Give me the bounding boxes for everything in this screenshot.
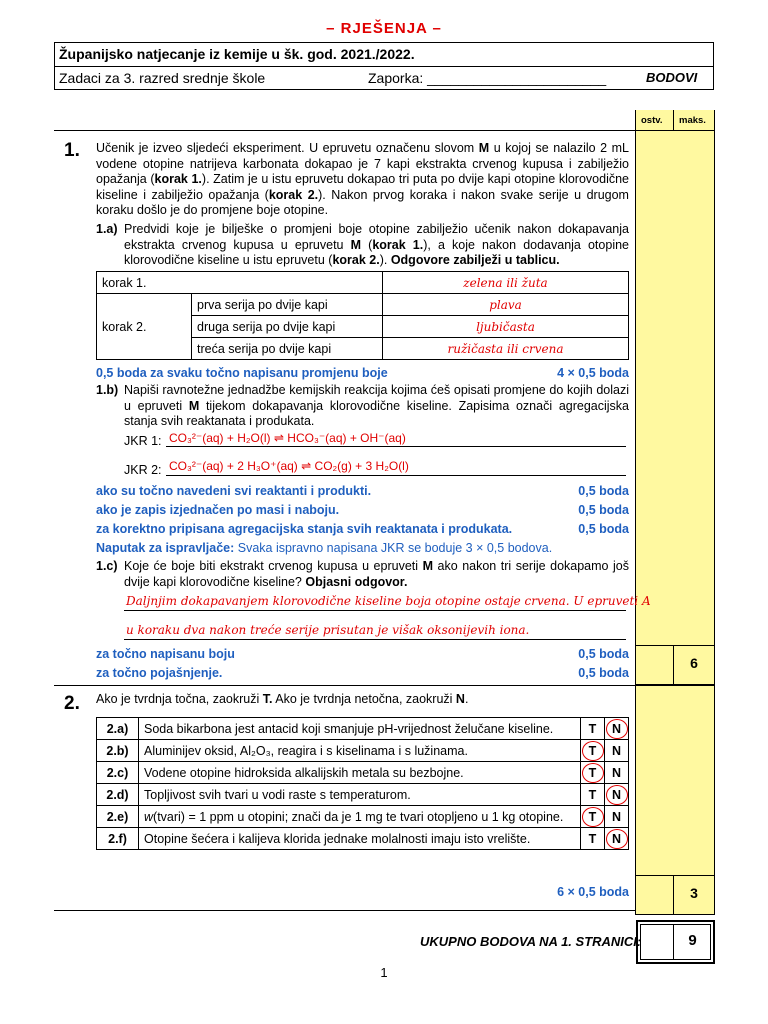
q2-number: 2. xyxy=(64,693,80,714)
jkr2-answer[interactable]: CO₃²⁻(aq) + 2 H₃O⁺(aq) ⇌ CO₂(g) + 3 H₂O(l) xyxy=(169,459,409,473)
q2-max-points: 3 xyxy=(690,885,698,901)
q2-true-option[interactable] xyxy=(581,828,605,850)
q2-true-letter: T xyxy=(588,787,597,802)
q1c-text: Koje će boje biti ekstrakt crvenog kupusa u epruveti M ako nakon tri serije dokapamo još dvije kapi klorovodične kiseline? Objasni odgovor. xyxy=(124,559,630,589)
q2-false-letter: N xyxy=(606,719,628,739)
q2-row xyxy=(97,784,629,806)
q1c-crit2-score: 0,5 boda xyxy=(578,666,629,680)
ostv-label: ostv. xyxy=(641,115,663,126)
q2-false-option[interactable] xyxy=(605,806,629,828)
naputak xyxy=(96,541,552,555)
q2-row-id: 2.c) xyxy=(97,762,139,784)
q2-false-letter: N xyxy=(606,785,628,805)
q1a-text: Predvidi koje je bilješke o promjeni boje otopine zabilježio učenik nakon dokapavanja ekstrakta crvenog kupusa u epruvetu M (korak 1.), a koje nakon dodavanja otopine klorovodične kiseline u istu epruvetu (korak 2.). Odgovore zabilježi u tablicu. xyxy=(124,222,629,267)
q2-true-letter: T xyxy=(588,721,597,736)
q2-row-id: 2.f) xyxy=(97,828,139,850)
jkr1-label: JKR 1: xyxy=(124,434,162,448)
q2-false-option[interactable] xyxy=(605,828,629,850)
score-column-right-line xyxy=(714,110,715,915)
serija1-cell: prva serija po dvije kapi xyxy=(192,294,383,316)
serija2-answer[interactable]: ljubičasta xyxy=(383,316,629,338)
q1b-crit3-score: 0,5 boda xyxy=(578,522,629,536)
q1b-crit1-score: 0,5 boda xyxy=(578,484,629,498)
q2-row xyxy=(97,762,629,784)
q2-true-option[interactable] xyxy=(581,740,605,762)
q2-row-id: 2.e) xyxy=(97,806,139,828)
q2-row xyxy=(97,828,629,850)
q2-row-statement: Vodene otopine hidroksida alkalijskih metala su bezbojne. xyxy=(139,762,581,784)
q1a-label: 1.a) xyxy=(96,222,118,236)
total-points: 9 xyxy=(688,932,697,949)
q1-max-points: 6 xyxy=(690,655,698,671)
q2-false-letter: N xyxy=(611,809,622,824)
q2-false-option[interactable] xyxy=(605,740,629,762)
q1b-text: Napiši ravnotežne jednadžbe kemijskih reakcija kojima ćeš opisati promjene do kojih dolazi u epruveti M tijekom dokapavanja klorovodične kiseline. Zapisima označi agregacijska stanja svih reaktanata i produkata. xyxy=(124,383,629,428)
maks-label: maks. xyxy=(679,115,706,126)
q2-row-statement: Topljivost svih tvari u vodi raste s temperaturom. xyxy=(139,784,581,806)
q2-table xyxy=(96,717,629,850)
q2-false-option[interactable] xyxy=(605,784,629,806)
zaporka-field[interactable]: Zaporka: _______________________ xyxy=(368,70,607,86)
q1c-crit1-score: 0,5 boda xyxy=(578,647,629,661)
q1c-label: 1.c) xyxy=(96,559,118,573)
total-label: UKUPNO BODOVA NA 1. STRANICI: xyxy=(420,934,642,949)
korak2-cell: korak 2. xyxy=(97,294,192,360)
q2-true-option[interactable] xyxy=(581,718,605,740)
serija1-answer[interactable]: plava xyxy=(383,294,629,316)
jkr2-label: JKR 2: xyxy=(124,463,162,477)
q2-true-letter: T xyxy=(588,831,597,846)
header-divider xyxy=(54,66,714,67)
q2-intro: Ako je tvrdnja točna, zaokruži T. Ako je tvrdnja netočna, zaokruži N. xyxy=(96,692,469,706)
q1b-crit2: ako je zapis izjednačen po masi i naboju. xyxy=(96,503,340,517)
q1c-crit2: za točno pojašnjenje. xyxy=(96,666,223,680)
q2-row-statement: Aluminijev oksid, Al₂O₃, reagira i s kiselinama i s lužinama. xyxy=(139,740,581,762)
naputak-label: Naputak za ispravljače: xyxy=(96,541,235,555)
q2-true-letter: T xyxy=(582,807,604,827)
q2-true-option[interactable] xyxy=(581,762,605,784)
jkr1-answer[interactable]: CO₃²⁻(aq) + H₂O(l) ⇌ HCO₃⁻(aq) + OH⁻(aq) xyxy=(169,431,406,445)
q2-false-option[interactable] xyxy=(605,718,629,740)
q2-row-statement: w(tvari) = 1 ppm u otopini; znači da je 1 mg te tvari otopljeno u 1 kg otopine. xyxy=(139,806,581,828)
q2-false-letter: N xyxy=(611,765,622,780)
score-column-mid-line xyxy=(673,110,674,130)
serija3-cell: treća serija po dvije kapi xyxy=(192,338,383,360)
bodovi-label: BODOVI xyxy=(646,70,698,85)
naputak-text: Svaka ispravno napisana JKR se boduje 3 × 0,5 bodova. xyxy=(234,541,553,555)
serija3-answer[interactable]: ružičasta ili crvena xyxy=(383,338,629,360)
q2-row-id: 2.a) xyxy=(97,718,139,740)
q1-number: 1. xyxy=(64,140,80,161)
bottom-rule xyxy=(54,910,636,911)
q1c-crit1: za točno napisanu boju xyxy=(96,647,235,661)
q2-row-statement: Soda bikarbona jest antacid koji smanjuje pH-vrijednost želučane kiseline. xyxy=(139,718,581,740)
q2-false-option[interactable] xyxy=(605,762,629,784)
q2-row xyxy=(97,740,629,762)
q2-score: 6 × 0,5 boda xyxy=(557,885,629,899)
q1-intro: Učenik je izveo sljedeći eksperiment. U epruvetu označenu slovom M u kojoj se nalazilo 2 mL vodene otopine natrijeva karbonata dokapao je 7 kapi ekstrakta crvenog kupusa i zabilježio opažanja (korak 1.). Zatim je u istu epruvetu dokapao tri puta po dvije kapi otopine klorovodične kiseline i zabilježio opažanja (korak 2.). Nakon prvog koraka i nakon svake serije u drugom koraku došlo je do promjene boje otopine. xyxy=(96,141,629,217)
q1b-crit2-score: 0,5 boda xyxy=(578,503,629,517)
q1b-crit1: ako su točno navedeni svi reaktanti i produkti. xyxy=(96,484,372,498)
page-title: – RJEŠENJA – xyxy=(326,20,442,37)
q2-row xyxy=(97,806,629,828)
q2-true-letter: T xyxy=(582,763,604,783)
q2-false-letter: N xyxy=(606,829,628,849)
q1c-answer2[interactable]: u koraku dva nakon treće serije prisutan je višak oksonijevih iona. xyxy=(126,623,530,637)
page-number: 1 xyxy=(380,965,388,980)
q1b-label: 1.b) xyxy=(96,383,119,397)
q2-top-rule xyxy=(54,685,714,686)
score-column xyxy=(635,110,714,915)
korak1-cell: korak 1. xyxy=(97,272,383,294)
q1a-score-text: 0,5 boda za svaku točno napisanu promjenu boje xyxy=(96,366,388,380)
competition-title: Županijsko natjecanje iz kemije u šk. god. 2021./2022. xyxy=(59,46,415,62)
q2-row-id: 2.b) xyxy=(97,740,139,762)
korak1-answer[interactable]: zelena ili žuta xyxy=(383,272,629,294)
q2-false-letter: N xyxy=(611,743,622,758)
q2-row-id: 2.d) xyxy=(97,784,139,806)
serija2-cell: druga serija po dvije kapi xyxy=(192,316,383,338)
q1-top-rule xyxy=(54,130,714,131)
q2-true-option[interactable] xyxy=(581,784,605,806)
score-column-left-line xyxy=(635,110,636,915)
q1a-score: 4 × 0,5 boda xyxy=(557,366,629,380)
q2-row-statement: Otopine šećera i kalijeva klorida jednake molalnosti imaju isto vrelište. xyxy=(139,828,581,850)
q2-row xyxy=(97,718,629,740)
q2-true-letter: T xyxy=(582,741,604,761)
q2-true-option[interactable] xyxy=(581,806,605,828)
q1c-answer1[interactable]: Daljnjim dokapavanjem klorovodične kiseline boja otopine ostaje crvena. U epruveti A xyxy=(126,594,651,608)
grade-text: Zadaci za 3. razred srednje škole xyxy=(59,70,266,86)
q1a-table xyxy=(96,271,629,360)
q1b-crit3: za korektno pripisana agregacijska stanja svih reaktanata i produkata. xyxy=(96,522,513,536)
